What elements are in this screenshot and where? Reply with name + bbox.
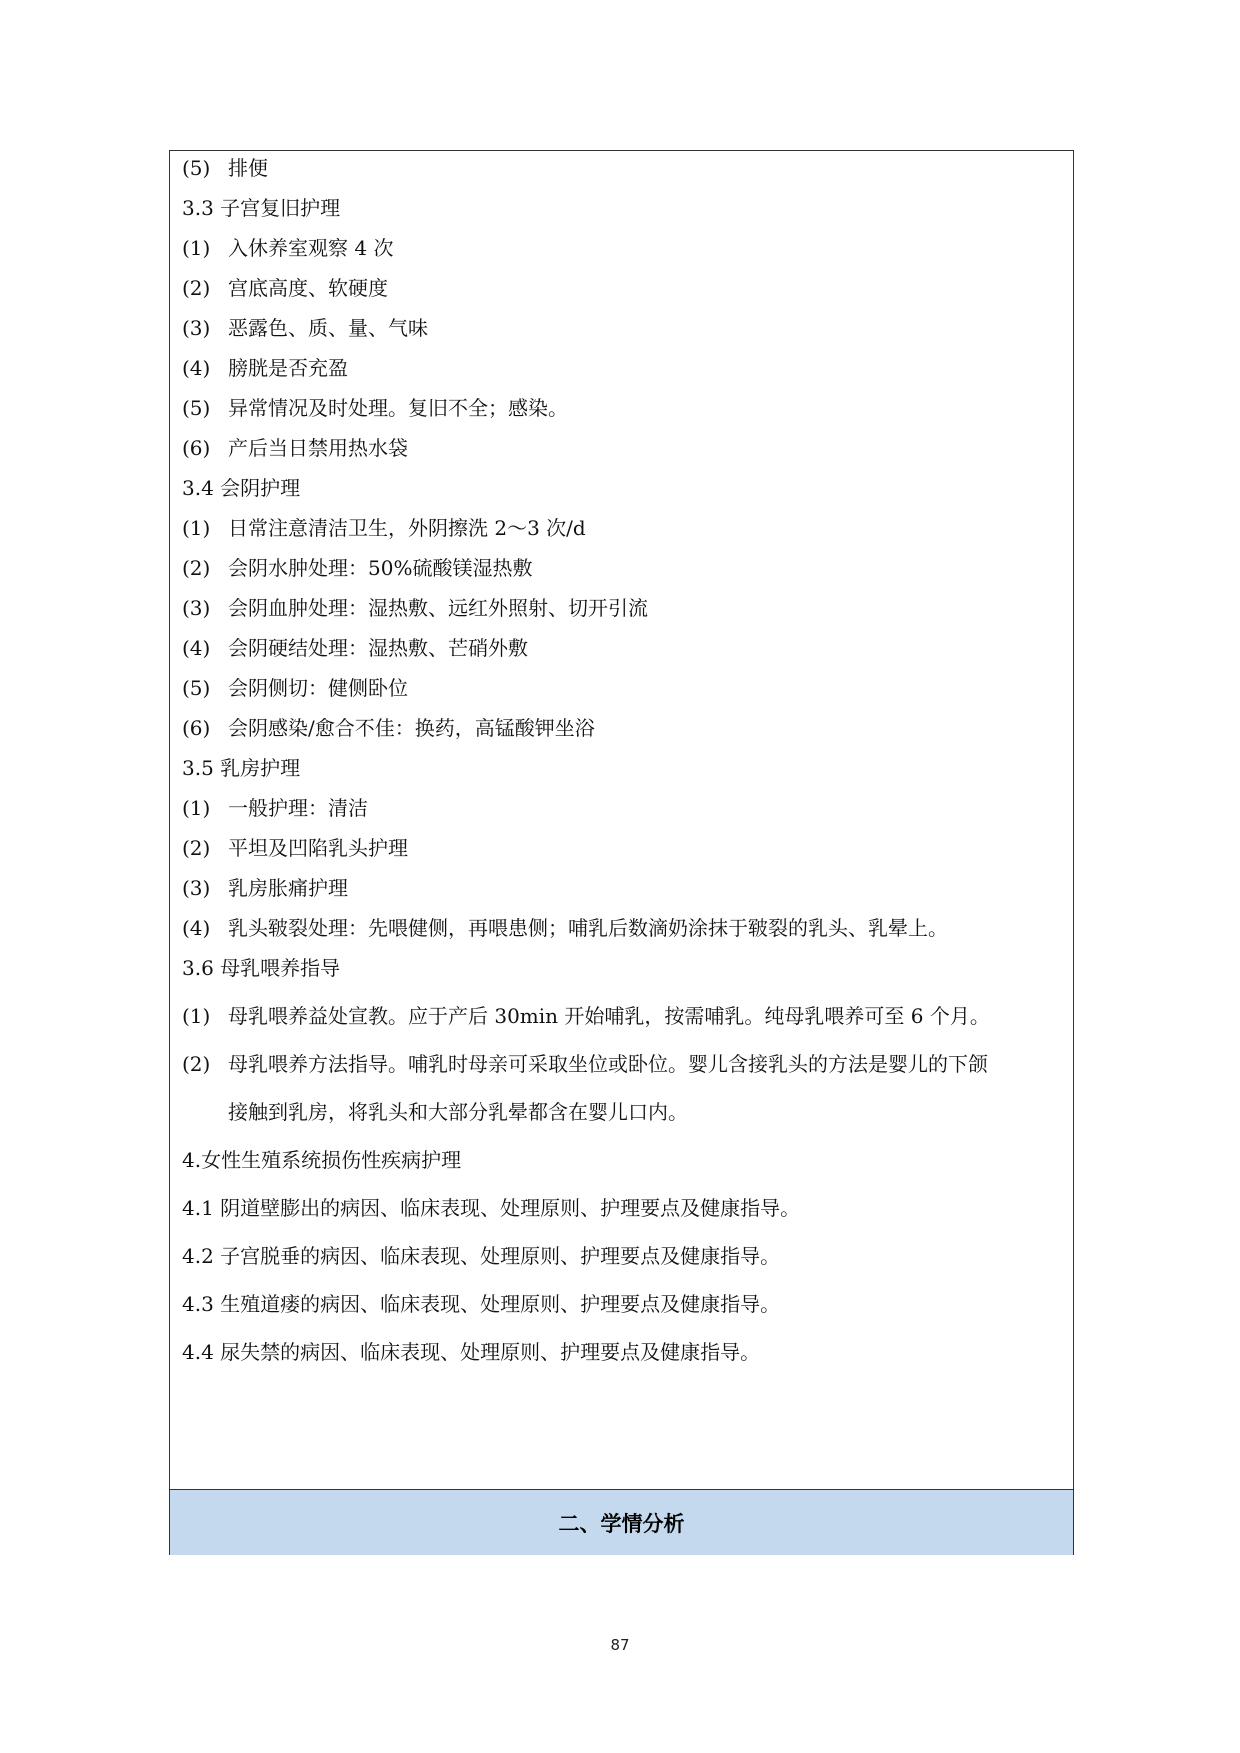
list-item: (4) 会阴硬结处理：湿热敷、芒硝外敷 — [182, 636, 528, 660]
section-heading: 3.4 会阴护理 — [182, 476, 301, 500]
list-item: 4.3 生殖道瘘的病因、临床表现、处理原则、护理要点及健康指导。 — [182, 1292, 781, 1316]
list-item: (2) 母乳喂养方法指导。哺乳时母亲可采取坐位或卧位。婴儿含接乳头的方法是婴儿的下颌 — [182, 1052, 988, 1076]
list-item: (1) 入休养室观察 4 次 — [182, 236, 394, 260]
list-item: (1) 母乳喂养益处宣教。应于产后 30min 开始哺乳，按需哺乳。纯母乳喂养可至 6 个月。 — [182, 1004, 990, 1028]
list-item: (2) 宫底高度、软硬度 — [182, 276, 388, 300]
page-number: 87 — [610, 1636, 630, 1654]
list-item: (3) 恶露色、质、量、气味 — [182, 316, 428, 340]
list-item: 4.1 阴道壁膨出的病因、临床表现、处理原则、护理要点及健康指导。 — [182, 1196, 801, 1220]
list-item: (2) 会阴水肿处理：50%硫酸镁湿热敷 — [182, 556, 533, 580]
content-table — [169, 150, 1074, 1555]
list-item: (1) 一般护理：清洁 — [182, 796, 368, 820]
list-item: (4) 乳头皲裂处理：先喂健侧，再喂患侧；哺乳后数滴奶涂抹于皲裂的乳头、乳晕上。 — [182, 916, 948, 940]
section-header-band — [170, 1489, 1073, 1555]
list-item: (6) 会阴感染/愈合不佳：换药，高锰酸钾坐浴 — [182, 716, 595, 740]
list-item: (3) 会阴血肿处理：湿热敷、远红外照射、切开引流 — [182, 596, 648, 620]
list-item: (5) 会阴侧切：健侧卧位 — [182, 676, 408, 700]
section-heading: 3.6 母乳喂养指导 — [182, 956, 341, 980]
list-item-continuation: 接触到乳房，将乳头和大部分乳晕都含在婴儿口内。 — [228, 1100, 688, 1124]
section-heading: 4.女性生殖系统损伤性疾病护理 — [182, 1148, 462, 1172]
list-item: (4) 膀胱是否充盈 — [182, 356, 348, 380]
list-item: 4.4 尿失禁的病因、临床表现、处理原则、护理要点及健康指导。 — [182, 1340, 761, 1364]
list-item: (2) 平坦及凹陷乳头护理 — [182, 836, 408, 860]
section-header-title: 二、学情分析 — [558, 1511, 685, 1536]
list-item: (1) 日常注意清洁卫生，外阴擦洗 2～3 次/d — [182, 516, 586, 540]
section-heading: 3.5 乳房护理 — [182, 756, 301, 780]
list-item: (6) 产后当日禁用热水袋 — [182, 436, 408, 460]
section-heading: 3.3 子宫复旧护理 — [182, 196, 341, 220]
list-item: (5) 排便 — [182, 156, 268, 180]
list-item: (5) 异常情况及时处理。复旧不全；感染。 — [182, 396, 568, 420]
list-item: 4.2 子宫脱垂的病因、临床表现、处理原则、护理要点及健康指导。 — [182, 1244, 781, 1268]
list-item: (3) 乳房胀痛护理 — [182, 876, 348, 900]
